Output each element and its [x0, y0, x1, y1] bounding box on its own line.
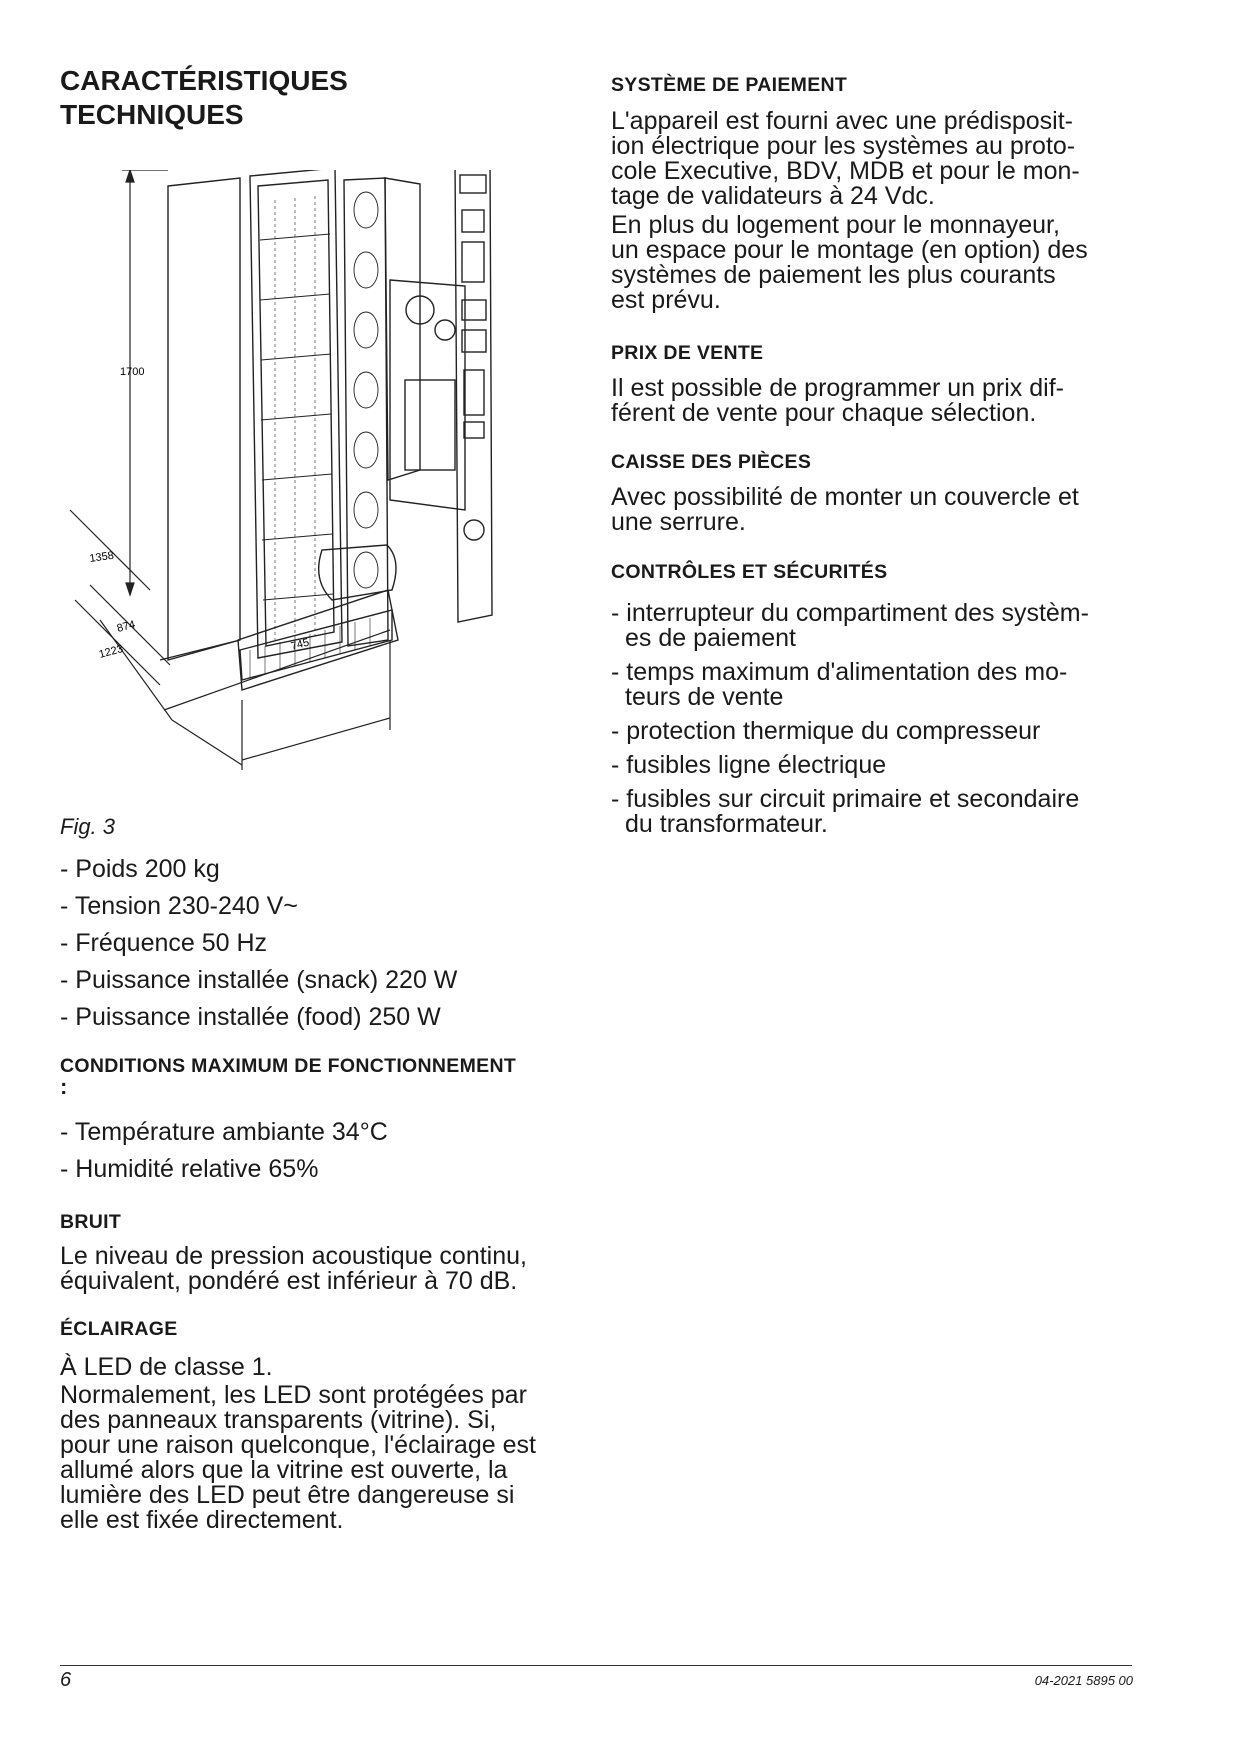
controles-item: [611, 660, 1141, 710]
paiement-line: L'appareil est fourni avec une prédisposit-: [611, 107, 1073, 135]
footer-divider: [60, 1665, 1132, 1666]
bruit-line: équivalent, pondéré est inférieur à 70 dB.: [60, 1267, 518, 1295]
dim-depth-total: 1223: [97, 642, 125, 661]
bruit-heading: BRUIT: [60, 1211, 122, 1233]
caisse-line: une serrure.: [611, 508, 746, 536]
spec-item: - Tension 230-240 V~: [60, 892, 298, 920]
paiement-line: un espace pour le montage (en option) des: [611, 236, 1088, 264]
caisse-heading: CAISSE DES PIÈCES: [611, 451, 812, 473]
controles-item-line: - interrupteur du compartiment des systèm-: [611, 599, 1089, 627]
controles-item-line: - fusibles ligne électrique: [611, 751, 887, 779]
prix-text: [611, 376, 1141, 426]
spec-list: [60, 855, 580, 1040]
dim-width: 745: [289, 636, 311, 653]
caisse-line: Avec possibilité de monter un couvercle et: [611, 483, 1079, 511]
figure-caption: Fig. 3: [60, 814, 116, 839]
spec-item: - Puissance installée (food) 250 W: [60, 1003, 441, 1031]
paiement-line: systèmes de paiement les plus courants: [611, 261, 1056, 289]
eclairage-line: des panneaux transparents (vitrine). Si,: [60, 1406, 497, 1434]
document-code: 04-2021 5895 00: [1034, 1673, 1133, 1688]
conditions-item: - Humidité relative 65%: [60, 1155, 319, 1183]
title-line-1: CARACTÉRISTIQUES: [60, 65, 348, 96]
paiement-line: cole Executive, BDV, MDB et pour le mon-: [611, 157, 1080, 185]
eclairage-line: elle est fixée directement.: [60, 1506, 344, 1534]
eclairage-line: lumière des LED peut être dangereuse si: [60, 1481, 515, 1509]
conditions-section: [60, 1055, 600, 1099]
controles-item-line: - temps maximum d'alimentation des mo-: [611, 658, 1068, 686]
prix-line: Il est possible de programmer un prix dif-: [611, 374, 1064, 402]
conditions-heading-suffix: :: [60, 1074, 68, 1099]
spec-item: - Poids 200 kg: [60, 855, 220, 883]
paiement-line: tage de validateurs à 24 Vdc.: [611, 182, 935, 210]
paiement-line: est prévu.: [611, 286, 721, 314]
vending-machine-figure: [60, 170, 530, 820]
controles-item: [611, 719, 1141, 744]
dim-height: 1700: [120, 366, 145, 378]
paiement-heading: SYSTÈME DE PAIEMENT: [611, 74, 848, 96]
title-line-2: TECHNIQUES: [60, 99, 244, 130]
payment-panel: [455, 170, 492, 622]
eclairage-text: [60, 1355, 600, 1533]
controles-heading: CONTRÔLES ET SÉCURITÉS: [611, 561, 888, 583]
eclairage-line: allumé alors que la vitrine est ouverte, la: [60, 1456, 508, 1484]
bruit-text: [60, 1244, 600, 1294]
eclairage-line: Normalement, les LED sont protégées par: [60, 1381, 527, 1409]
paiement-text: [611, 109, 1141, 313]
controles-item-line: teurs de vente: [625, 683, 784, 711]
controles-item-line: - protection thermique du compresseur: [611, 717, 1041, 745]
dim-depth-open: 1358: [88, 549, 115, 565]
controles-item: [611, 601, 1141, 651]
conditions-heading: CONDITIONS MAXIMUM DE FONCTIONNEMENT: [60, 1055, 517, 1077]
spec-item: - Fréquence 50 Hz: [60, 929, 268, 957]
conditions-list: [60, 1118, 580, 1192]
caisse-text: [611, 485, 1141, 535]
conditions-item: - Température ambiante 34°C: [60, 1118, 388, 1146]
eclairage-line: pour une raison quelconque, l'éclairage est: [60, 1431, 536, 1459]
controles-item-line: - fusibles sur circuit primaire et secondaire: [611, 785, 1080, 813]
page-title: [60, 64, 348, 132]
spec-item: - Puissance installée (snack) 220 W: [60, 966, 458, 994]
controles-item-line: es de paiement: [625, 624, 796, 652]
eclairage-heading: ÉCLAIRAGE: [60, 1318, 178, 1340]
dim-depth: 874: [115, 618, 137, 635]
bruit-line: Le niveau de pression acoustique continu,: [60, 1242, 527, 1270]
page-number: 6: [60, 1669, 72, 1691]
controles-item-line: du transformateur.: [625, 810, 828, 838]
cabinet-side: [168, 178, 240, 660]
controles-item: [611, 753, 1141, 778]
controles-list: [611, 601, 1141, 846]
controles-item: [611, 787, 1141, 837]
prix-line: férent de vente pour chaque sélection.: [611, 399, 1037, 427]
paiement-line: En plus du logement pour le monnayeur,: [611, 211, 1060, 239]
paiement-line: ion électrique pour les systèmes au proto-: [611, 132, 1076, 160]
eclairage-line: À LED de classe 1.: [60, 1353, 273, 1381]
prix-heading: PRIX DE VENTE: [611, 342, 764, 364]
